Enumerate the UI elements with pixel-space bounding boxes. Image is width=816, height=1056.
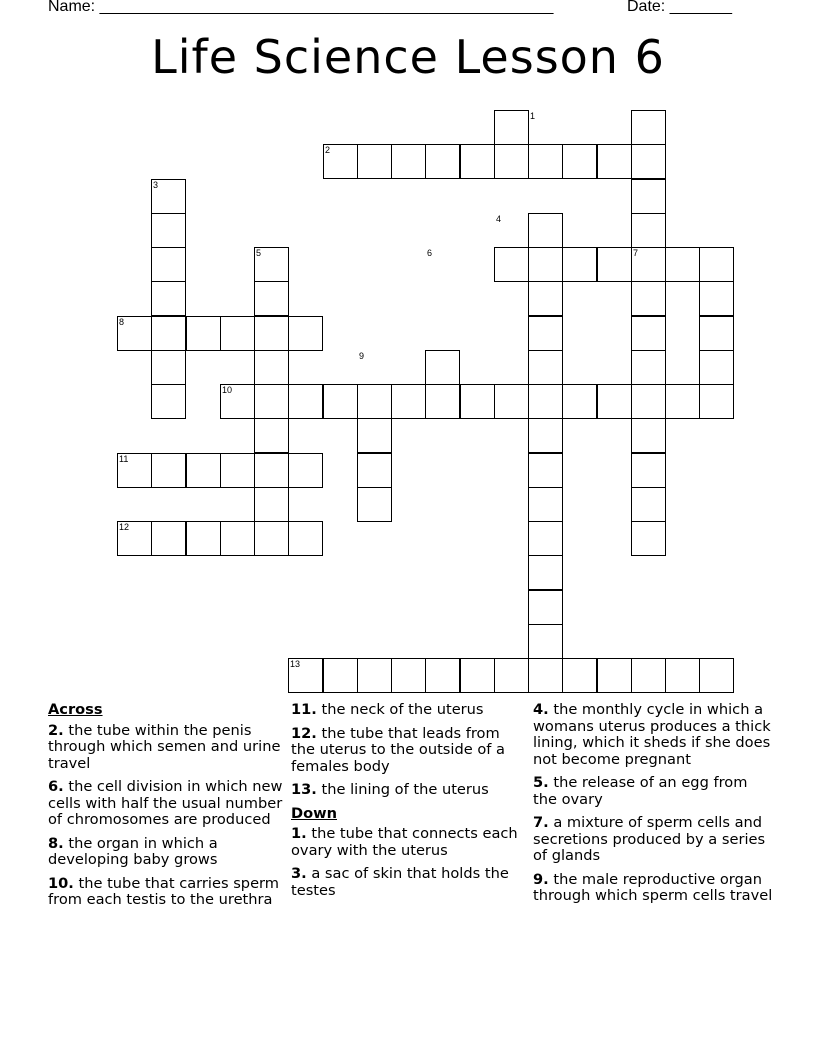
- crossword-cell[interactable]: [254, 453, 289, 488]
- crossword-cell[interactable]: [631, 213, 666, 248]
- crossword-cell[interactable]: [528, 487, 563, 522]
- clue-text: the tube that connects each ovary with the uterus: [291, 825, 518, 859]
- crossword-cell[interactable]: [220, 316, 255, 351]
- crossword-cell[interactable]: [528, 213, 563, 248]
- clue-number: 5.: [533, 774, 549, 791]
- crossword-cell[interactable]: [151, 453, 186, 488]
- crossword-cell[interactable]: [631, 521, 666, 556]
- crossword-cell[interactable]: [494, 384, 529, 419]
- crossword-cell[interactable]: [494, 110, 529, 145]
- crossword-cell[interactable]: [254, 418, 289, 453]
- clue-number-label: 4: [496, 214, 502, 224]
- clue-number: 2.: [48, 721, 64, 739]
- crossword-cell[interactable]: [562, 247, 597, 282]
- crossword-cell[interactable]: [254, 521, 289, 556]
- clue-text: the tube that carries sperm from each testis to the urethra: [48, 874, 280, 908]
- clues-column-2: [291, 702, 527, 906]
- clue-text: a sac of skin that holds the testes: [291, 865, 509, 899]
- crossword-cell[interactable]: [151, 247, 186, 282]
- crossword-cell[interactable]: [699, 247, 734, 282]
- clue-down-4: [533, 702, 773, 768]
- clue-number: 3.: [291, 865, 307, 882]
- date-field-label: Date: _______: [627, 0, 732, 15]
- crossword-cell[interactable]: [220, 521, 255, 556]
- clue-number-label: 6: [427, 248, 433, 258]
- clue-number-label: 1: [530, 111, 536, 121]
- clue-text: the male reproductive organ through which sperm cells travel: [533, 870, 773, 904]
- crossword-cell[interactable]: [528, 144, 563, 179]
- crossword-cell[interactable]: [151, 384, 186, 419]
- crossword-cell[interactable]: [528, 316, 563, 351]
- crossword-cell[interactable]: [699, 350, 734, 385]
- clue-text: the tube within the penis through which semen and urine travel: [48, 721, 281, 772]
- crossword-cell[interactable]: [254, 316, 289, 351]
- crossword-cell[interactable]: [460, 144, 495, 179]
- crossword-cell[interactable]: [254, 487, 289, 522]
- clue-text: the lining of the uterus: [316, 781, 489, 798]
- crossword-cell[interactable]: [528, 453, 563, 488]
- clue-number-label: 7: [633, 248, 639, 258]
- crossword-cell[interactable]: [631, 453, 666, 488]
- clue-number: 8.: [48, 834, 64, 852]
- crossword-cell[interactable]: [562, 384, 597, 419]
- clue-number-label: 2: [325, 145, 331, 155]
- clue-across-12: [291, 726, 527, 776]
- crossword-cell[interactable]: [357, 487, 392, 522]
- crossword-cell[interactable]: [357, 384, 392, 419]
- crossword-cell[interactable]: [254, 350, 289, 385]
- crossword-cell[interactable]: [323, 658, 358, 693]
- crossword-cell[interactable]: [494, 144, 529, 179]
- clue-across-13: [291, 782, 527, 799]
- clues-column-1: [48, 702, 284, 916]
- crossword-cell[interactable]: [597, 247, 632, 282]
- crossword-cell[interactable]: [151, 213, 186, 248]
- clue-across-8: [48, 836, 284, 869]
- crossword-cell[interactable]: [151, 521, 186, 556]
- clue-number-label: 12: [119, 522, 130, 532]
- clue-text: the monthly cycle in which a womans uterus produces a thick lining, which it sheds if she does not become pregnant: [533, 701, 771, 768]
- crossword-cell[interactable]: [288, 521, 323, 556]
- crossword-cell[interactable]: [528, 384, 563, 419]
- clue-number: 13.: [291, 781, 317, 798]
- crossword-cell[interactable]: [357, 144, 392, 179]
- clue-down-5: [533, 775, 773, 808]
- crossword-cell[interactable]: [357, 658, 392, 693]
- crossword-cell[interactable]: [151, 350, 186, 385]
- crossword-cell[interactable]: [528, 521, 563, 556]
- crossword-cell[interactable]: [528, 350, 563, 385]
- crossword-cell[interactable]: [631, 316, 666, 351]
- clue-text: the tube that leads from the uterus to the outside of a females body: [291, 724, 505, 775]
- crossword-cell[interactable]: [631, 350, 666, 385]
- crossword-cell[interactable]: [151, 281, 186, 316]
- crossword-cell[interactable]: [220, 453, 255, 488]
- crossword-cell[interactable]: [699, 658, 734, 693]
- crossword-cell[interactable]: [391, 658, 426, 693]
- crossword-cell[interactable]: [357, 453, 392, 488]
- clue-text: a mixture of sperm cells and secretions produced by a series of glands: [533, 814, 766, 864]
- clue-number: 10.: [48, 874, 74, 892]
- clue-text: the organ in which a developing baby grows: [48, 834, 218, 868]
- clue-across-11: [291, 702, 527, 719]
- crossword-cell[interactable]: [425, 658, 460, 693]
- crossword-cell[interactable]: [562, 144, 597, 179]
- clue-number: 1.: [291, 825, 307, 842]
- clue-number-label: 10: [222, 385, 233, 395]
- crossword-cell[interactable]: [631, 179, 666, 214]
- crossword-cell[interactable]: [665, 247, 700, 282]
- crossword-cell[interactable]: [528, 555, 563, 590]
- clue-number-label: 8: [119, 317, 125, 327]
- crossword-cell[interactable]: [425, 350, 460, 385]
- crossword-cell[interactable]: [494, 247, 529, 282]
- crossword-cell[interactable]: [528, 281, 563, 316]
- clue-number-label: 11: [119, 454, 129, 464]
- clue-number-label: 13: [290, 659, 301, 669]
- crossword-cell[interactable]: [528, 624, 563, 659]
- crossword-cell[interactable]: [597, 144, 632, 179]
- crossword-cell[interactable]: [528, 247, 563, 282]
- crossword-cell[interactable]: [528, 658, 563, 693]
- crossword-cell[interactable]: [631, 418, 666, 453]
- down-heading: Down: [291, 804, 338, 822]
- crossword-cell[interactable]: [254, 384, 289, 419]
- crossword-cell[interactable]: [288, 384, 323, 419]
- crossword-cell[interactable]: [699, 384, 734, 419]
- crossword-cell[interactable]: [288, 316, 323, 351]
- clue-text: the cell division in which new cells with half the usual number of chromosomes are produced: [48, 778, 283, 828]
- crossword-cell[interactable]: [562, 658, 597, 693]
- crossword-cell[interactable]: [597, 384, 632, 419]
- crossword-cell[interactable]: [460, 384, 495, 419]
- clue-text: the neck of the uterus: [316, 701, 484, 718]
- clue-number-label: 5: [256, 248, 262, 258]
- crossword-cell[interactable]: [494, 658, 529, 693]
- crossword-cell[interactable]: [186, 521, 221, 556]
- crossword-cell[interactable]: [631, 658, 666, 693]
- across-heading: Across: [48, 701, 103, 718]
- crossword-cell[interactable]: [631, 487, 666, 522]
- crossword-cell[interactable]: [631, 144, 666, 179]
- crossword-cell[interactable]: [631, 110, 666, 145]
- clue-text: the release of an egg from the ovary: [533, 774, 748, 808]
- crossword-cell[interactable]: [528, 418, 563, 453]
- name-field-label: Name: ___________________________________________________: [48, 0, 554, 15]
- crossword-cell[interactable]: [528, 590, 563, 625]
- clue-down-7: [533, 815, 773, 865]
- crossword-cell[interactable]: [425, 384, 460, 419]
- crossword-cell[interactable]: [391, 384, 426, 419]
- crossword-cell[interactable]: [631, 384, 666, 419]
- crossword-cell[interactable]: [631, 281, 666, 316]
- crossword-cell[interactable]: [699, 281, 734, 316]
- clue-across-10: [48, 876, 284, 909]
- crossword-cell[interactable]: [665, 384, 700, 419]
- crossword-cell[interactable]: [699, 316, 734, 351]
- crossword-cell[interactable]: [186, 316, 221, 351]
- crossword-cell[interactable]: [186, 453, 221, 488]
- crossword-cell[interactable]: [151, 316, 186, 351]
- clue-number-label: 3: [153, 180, 159, 190]
- clue-number: 12.: [291, 724, 317, 742]
- crossword-cell[interactable]: [665, 658, 700, 693]
- crossword-cell[interactable]: [323, 384, 358, 419]
- clue-number: 7.: [533, 814, 549, 831]
- clue-number-label: 9: [359, 351, 365, 361]
- clue-down-9: [533, 872, 773, 905]
- crossword-cell[interactable]: [460, 658, 495, 693]
- clue-across-2: [48, 723, 284, 773]
- clue-number: 4.: [533, 701, 549, 718]
- clue-across-6: [48, 779, 284, 829]
- crossword-cell[interactable]: [391, 144, 426, 179]
- clue-down-1: [291, 826, 527, 859]
- crossword-cell[interactable]: [425, 144, 460, 179]
- clue-number: 9.: [533, 870, 549, 888]
- crossword-cell[interactable]: [254, 281, 289, 316]
- clue-number: 6.: [48, 778, 64, 795]
- crossword-cell[interactable]: [288, 453, 323, 488]
- clues-column-3: [533, 702, 773, 912]
- clue-number: 11.: [291, 701, 317, 718]
- crossword-cell[interactable]: [597, 658, 632, 693]
- page-title: Life Science Lesson 6: [151, 30, 665, 84]
- crossword-cell[interactable]: [357, 418, 392, 453]
- clue-down-3: [291, 866, 527, 899]
